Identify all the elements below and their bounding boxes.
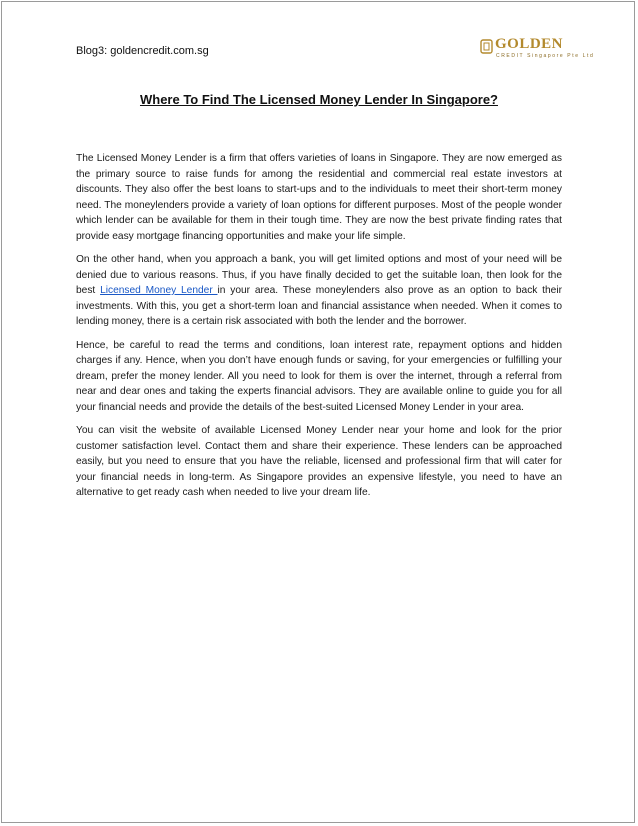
golden-emblem-icon: [480, 39, 493, 54]
paragraph-1: The Licensed Money Lender is a firm that offers varieties of loans in Singapore. They are now emerged as the primary source to raise funds for among the residential and commercial real estate investors at discounts. They also offer the best loans to start-ups and to the individuals to meet their short-term money need. The moneylenders provide a variety of loan options for different purposes. Most of the people wonder which lender can be available for them in their tough time. They are now the best private finding rates that provide easy mortgage financing opportunities and make your life simple.: [76, 153, 562, 242]
licensed-money-lender-link[interactable]: Licensed Money Lender: [100, 285, 218, 296]
paragraph-2-after-link: in your area. These moneylenders also prove as an option to back their investments. With this, you get a short-term loan and financial assistance when needed. When it comes to lending money, there is a certain risk associated with both the lender and the borrower.: [76, 285, 563, 327]
document-body: [76, 151, 562, 509]
header-source-label: Blog3: goldencredit.com.sg: [76, 45, 209, 57]
golden-credit-logo: [480, 36, 595, 62]
paragraph-2-before-link: On the other hand, when you approach a bank, you will get limited options and most of your need will be denied due to various reasons. Thus, if you have finally decided to get the suitable loan, then look for the best: [76, 254, 562, 296]
logo-brand-text: GOLDEN: [495, 36, 564, 52]
document-title: Where To Find The Licensed Money Lender In Singapore?: [139, 92, 498, 107]
logo-sub-text: CREDIT Singapore Pte Ltd: [496, 53, 595, 59]
paragraph-4: You can visit the website of available Licensed Money Lender near your home and look for the prior customer satisfaction level. Contact them and share their experience. These lenders can be approached easily, but you need to ensure that you have the reliable, licensed and professional firm that will cater for your financial needs in long-term. As Singapore provides an expensive lifestyle, you need to have an alternative to get ready cash when needed to live your dream life.: [76, 425, 562, 498]
paragraph-2: [76, 252, 562, 330]
paragraph-3: Hence, be careful to read the terms and conditions, loan interest rate, repayment options and hidden charges if any. Hence, when you don’t have enough funds or saving, for your emergencies or fulfilling your dream, prefer the money lender. All you need to look for them is over the internet, through a referral from near and dear ones and taking the experts financial advisors. They are available online to guide you for all your financial needs and provide the details of the best-suited Licensed Money Lender in your area.: [76, 339, 562, 413]
